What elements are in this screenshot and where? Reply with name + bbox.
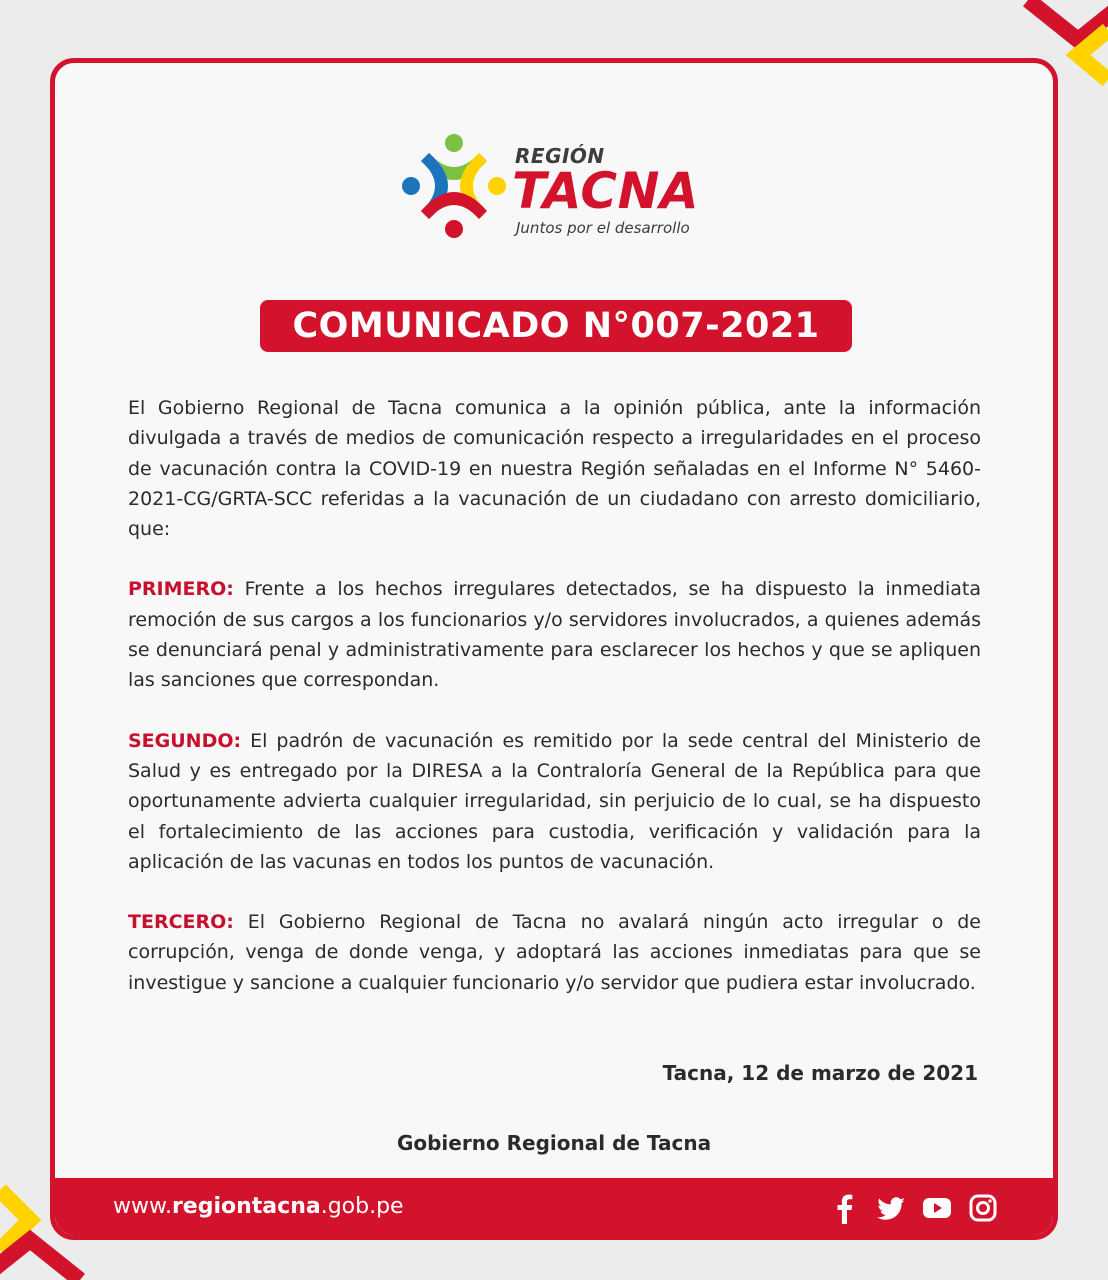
point-paragraph-segundo xyxy=(128,726,981,877)
footer-bar xyxy=(55,1178,1053,1240)
point-paragraph-primero xyxy=(128,574,981,695)
logo-region-text: REGIÓN xyxy=(515,144,605,168)
point-label: SEGUNDO: xyxy=(128,729,242,752)
communique-card xyxy=(50,58,1058,1240)
instagram-icon[interactable] xyxy=(967,1192,999,1224)
social-links xyxy=(829,1192,999,1224)
logo-tacna-text: TACNA xyxy=(512,162,700,220)
point-text: El padrón de vacunación es remitido por la sede central del Ministerio de Salud y es entregado por la DIRESA a la Contraloría General de la República para que oportunamente advierta cualquier irregularidad, sin perjuicio de lo cual, se ha dispuesto el fortalecimiento de las acciones para custodia, verificación y validación para la aplicación de las vacunas en todos los puntos de vacunación. xyxy=(128,729,981,873)
website-link[interactable] xyxy=(113,1194,404,1219)
youtube-icon[interactable] xyxy=(921,1192,953,1224)
url-suffix: .gob.pe xyxy=(320,1194,404,1219)
point-paragraph-tercero xyxy=(128,907,981,998)
logo-tagline: Juntos por el desarrollo xyxy=(516,219,690,237)
communique-body xyxy=(128,393,981,1028)
communique-title: COMUNICADO N°007-2021 xyxy=(292,306,820,346)
point-text: El Gobierno Regional de Tacna no avalará ningún acto irregular o de corrupción, venga de donde venga, y adoptará las acciones inmediatas para que se investigue y sancione a cualquier funcionario y/o servidor que pudiera estar involucrado. xyxy=(128,911,981,994)
facebook-icon[interactable] xyxy=(829,1192,861,1224)
region-tacna-logo xyxy=(399,131,729,261)
signature: Gobierno Regional de Tacna xyxy=(396,1131,712,1155)
people-circle-logo-icon xyxy=(399,131,509,241)
document-date: Tacna, 12 de marzo de 2021 xyxy=(662,1061,978,1085)
communique-title-banner xyxy=(260,300,852,352)
url-domain: regiontacna xyxy=(171,1194,321,1219)
point-label: PRIMERO: xyxy=(128,578,234,601)
intro-paragraph: El Gobierno Regional de Tacna comunica a la opinión pública, ante la información divulgada a través de medios de comunicación respecto a irregularidades en el proceso de vacunación contra la COVID-19 en nuestra Región señaladas en el Informe N° 5460-2021-CG/GRTA-SCC referidas a la vacunación de un ciudadano con arresto domiciliario, que: xyxy=(128,397,981,541)
twitter-icon[interactable] xyxy=(875,1192,907,1224)
point-text: Frente a los hechos irregulares detectados, se ha dispuesto la inmediata remoción de sus cargos a los funcionarios y/o servidores involucrados, a quienes además se denunciará penal y administrativamente para esclarecer los hechos y que se apliquen las sanciones que correspondan. xyxy=(128,578,981,692)
point-label: TERCERO: xyxy=(128,911,234,934)
url-prefix: www. xyxy=(113,1194,172,1219)
